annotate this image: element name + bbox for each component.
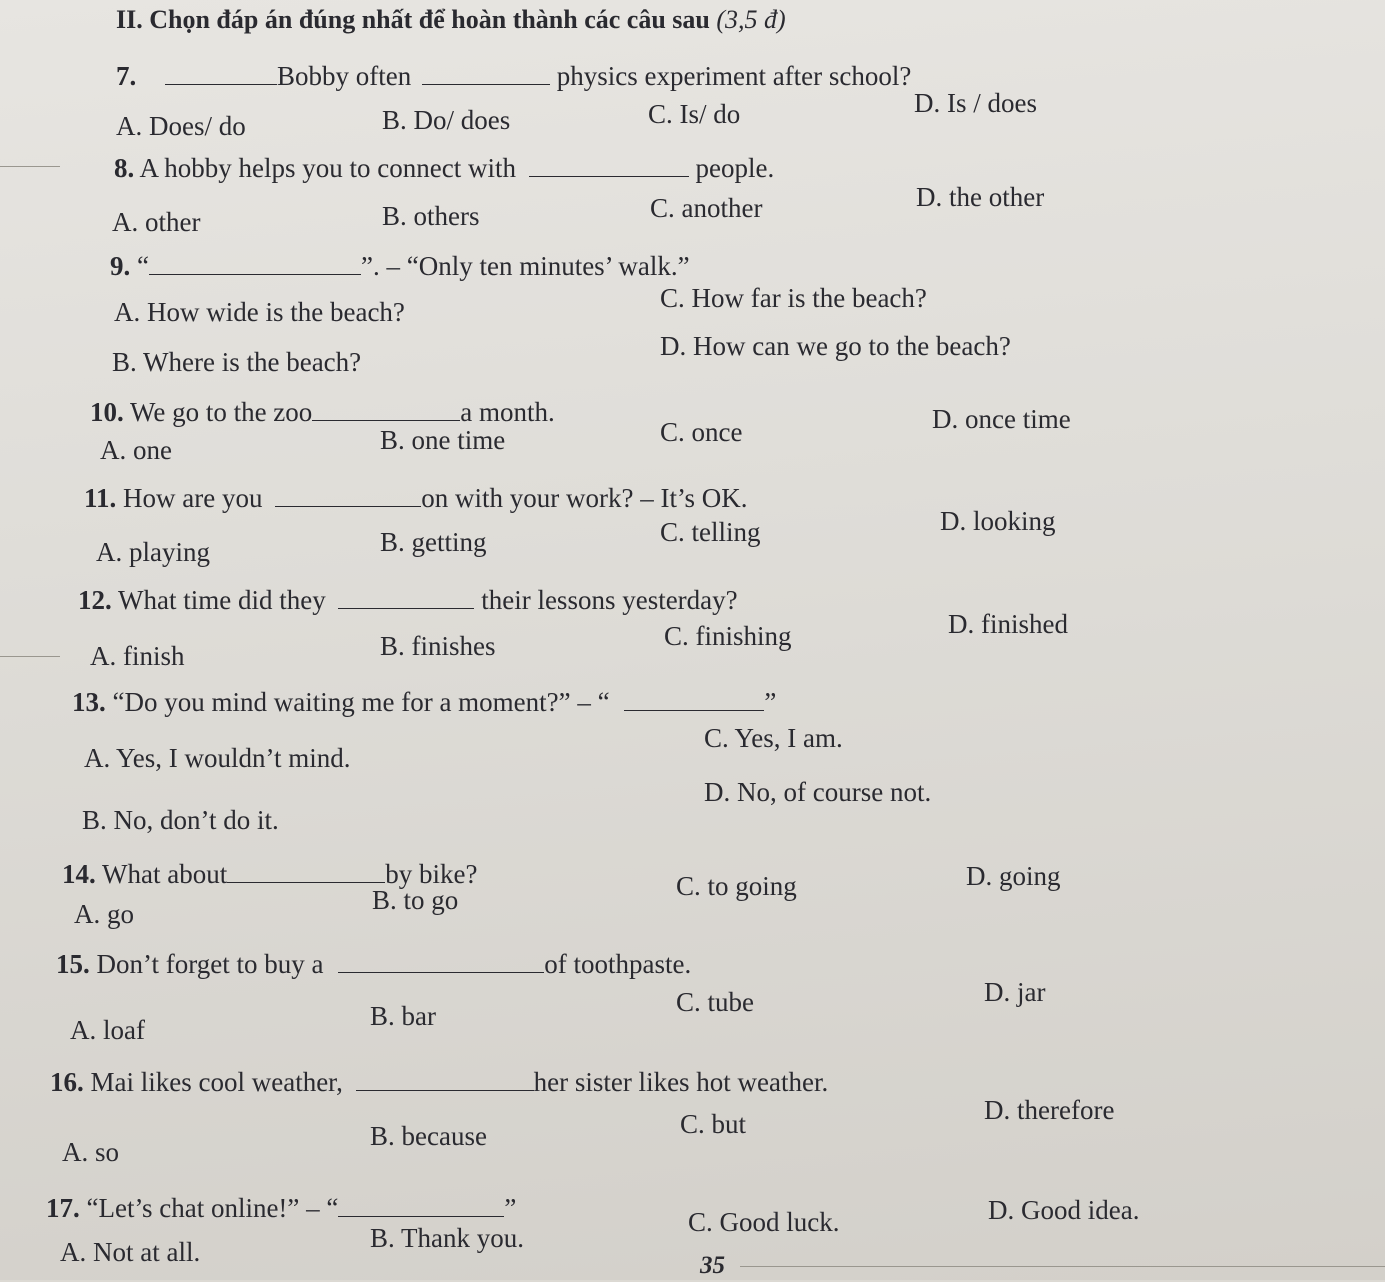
question-17 <box>46 1192 516 1224</box>
option-a: A. so <box>62 1137 120 1167</box>
option-c: C. telling <box>660 517 761 547</box>
question-number: 7. <box>116 61 137 91</box>
answer-blank <box>529 154 689 177</box>
question-number: 16. <box>50 1067 84 1097</box>
answer-blank <box>422 62 550 85</box>
answer-blank <box>275 484 421 507</box>
section-score: (3,5 đ) <box>716 5 786 34</box>
option-a: A. Not at all. <box>60 1237 201 1267</box>
question-11 <box>84 482 747 514</box>
question-text: “Do you mind waiting me for a moment?” – “ <box>112 687 610 717</box>
answer-blank <box>338 950 544 973</box>
option-b: B. Do/ does <box>382 105 511 135</box>
question-number: 15. <box>56 949 90 979</box>
option-b: B. because <box>370 1121 487 1151</box>
question-number: 14. <box>62 859 96 889</box>
option-d: D. jar <box>984 977 1046 1007</box>
question-text: of toothpaste. <box>544 949 692 979</box>
bottom-rule <box>740 1266 1385 1267</box>
question-number: 10. <box>90 397 124 427</box>
answer-blank <box>624 688 764 711</box>
margin-line <box>0 656 60 657</box>
question-8 <box>114 152 774 184</box>
question-text: What time did they <box>118 585 326 615</box>
question-12 <box>78 584 738 616</box>
question-number: 11. <box>84 483 117 513</box>
question-text: Mai likes cool weather, <box>90 1067 343 1097</box>
question-text: ”. – “Only ten minutes’ walk.” <box>360 251 690 281</box>
question-text: on with your work? – It’s OK. <box>421 483 748 513</box>
option-c: C. but <box>680 1109 747 1139</box>
question-text: “ <box>137 251 149 281</box>
option-d: D. therefore <box>984 1095 1115 1125</box>
question-text: A hobby helps you to connect with <box>139 153 516 183</box>
option-d: D. No, of course not. <box>704 777 932 807</box>
question-text: her sister likes hot weather. <box>533 1067 829 1097</box>
question-text: We go to the zoo <box>130 397 313 427</box>
question-number: 17. <box>46 1193 80 1223</box>
question-text: What about <box>102 859 228 889</box>
option-c: C. Is/ do <box>648 99 741 129</box>
option-a: A. one <box>100 435 172 465</box>
option-b: B. to go <box>372 885 459 915</box>
option-c: C. to going <box>676 871 797 901</box>
question-9 <box>110 250 690 282</box>
answer-blank <box>227 860 385 883</box>
option-c: C. once <box>660 417 743 447</box>
option-d: D. How can we go to the beach? <box>660 331 1011 361</box>
answer-blank <box>165 62 277 85</box>
answer-blank <box>338 586 474 609</box>
question-text: How are you <box>123 483 263 513</box>
margin-line <box>0 166 60 167</box>
question-text: ” <box>764 687 777 717</box>
option-a: A. other <box>112 207 201 237</box>
answer-blank <box>356 1068 534 1091</box>
option-b: B. Where is the beach? <box>112 347 362 377</box>
answer-blank <box>338 1194 504 1217</box>
option-c: C. another <box>650 193 763 223</box>
section-header <box>116 4 786 36</box>
option-a: A. Does/ do <box>116 111 246 141</box>
question-text: Bobby often <box>277 61 412 91</box>
option-b: B. finishes <box>380 631 496 661</box>
page-number: 35 <box>700 1252 725 1279</box>
option-b: B. No, don’t do it. <box>82 805 279 835</box>
option-d: D. once time <box>932 404 1071 434</box>
option-b: B. getting <box>380 527 487 557</box>
option-d: D. Is / does <box>914 88 1037 118</box>
answer-blank <box>149 252 361 275</box>
option-c: C. finishing <box>664 621 792 651</box>
option-d: D. the other <box>916 182 1045 212</box>
question-number: 8. <box>114 153 135 183</box>
option-c: C. Yes, I am. <box>704 723 843 753</box>
question-13 <box>72 686 776 718</box>
question-7 <box>116 60 911 92</box>
question-text: ” <box>504 1193 517 1223</box>
question-15 <box>56 948 691 980</box>
option-d: D. finished <box>948 609 1068 639</box>
question-text: their lessons yesterday? <box>481 585 738 615</box>
section-header-text: II. Chọn đáp án đúng nhất để hoàn thành các câu sau <box>116 5 710 34</box>
question-text: physics experiment after school? <box>556 61 912 91</box>
option-a: A. How wide is the beach? <box>114 297 405 327</box>
question-number: 12. <box>78 585 112 615</box>
question-number: 9. <box>110 251 131 281</box>
option-d: D. looking <box>940 506 1056 536</box>
option-b: B. one time <box>380 425 506 455</box>
option-a: A. finish <box>90 641 185 671</box>
option-d: D. going <box>966 861 1061 891</box>
option-a: A. go <box>74 899 134 929</box>
option-b: B. Thank you. <box>370 1223 524 1253</box>
question-text: “Let’s chat online!” – “ <box>86 1193 339 1223</box>
option-c: C. How far is the beach? <box>660 283 927 313</box>
question-text: a month. <box>460 397 555 427</box>
option-d: D. Good idea. <box>988 1195 1140 1225</box>
question-text: people. <box>695 153 775 183</box>
option-b: B. bar <box>370 1001 436 1031</box>
option-c: C. Good luck. <box>688 1207 840 1237</box>
question-16 <box>50 1066 828 1098</box>
question-text: Don’t forget to buy a <box>96 949 324 979</box>
answer-blank <box>312 398 460 421</box>
option-a: A. loaf <box>70 1015 145 1045</box>
option-c: C. tube <box>676 987 754 1017</box>
option-a: A. playing <box>96 537 210 567</box>
option-b: B. others <box>382 201 480 231</box>
option-a: A. Yes, I wouldn’t mind. <box>84 743 351 773</box>
question-text: by bike? <box>385 859 478 889</box>
question-number: 13. <box>72 687 106 717</box>
